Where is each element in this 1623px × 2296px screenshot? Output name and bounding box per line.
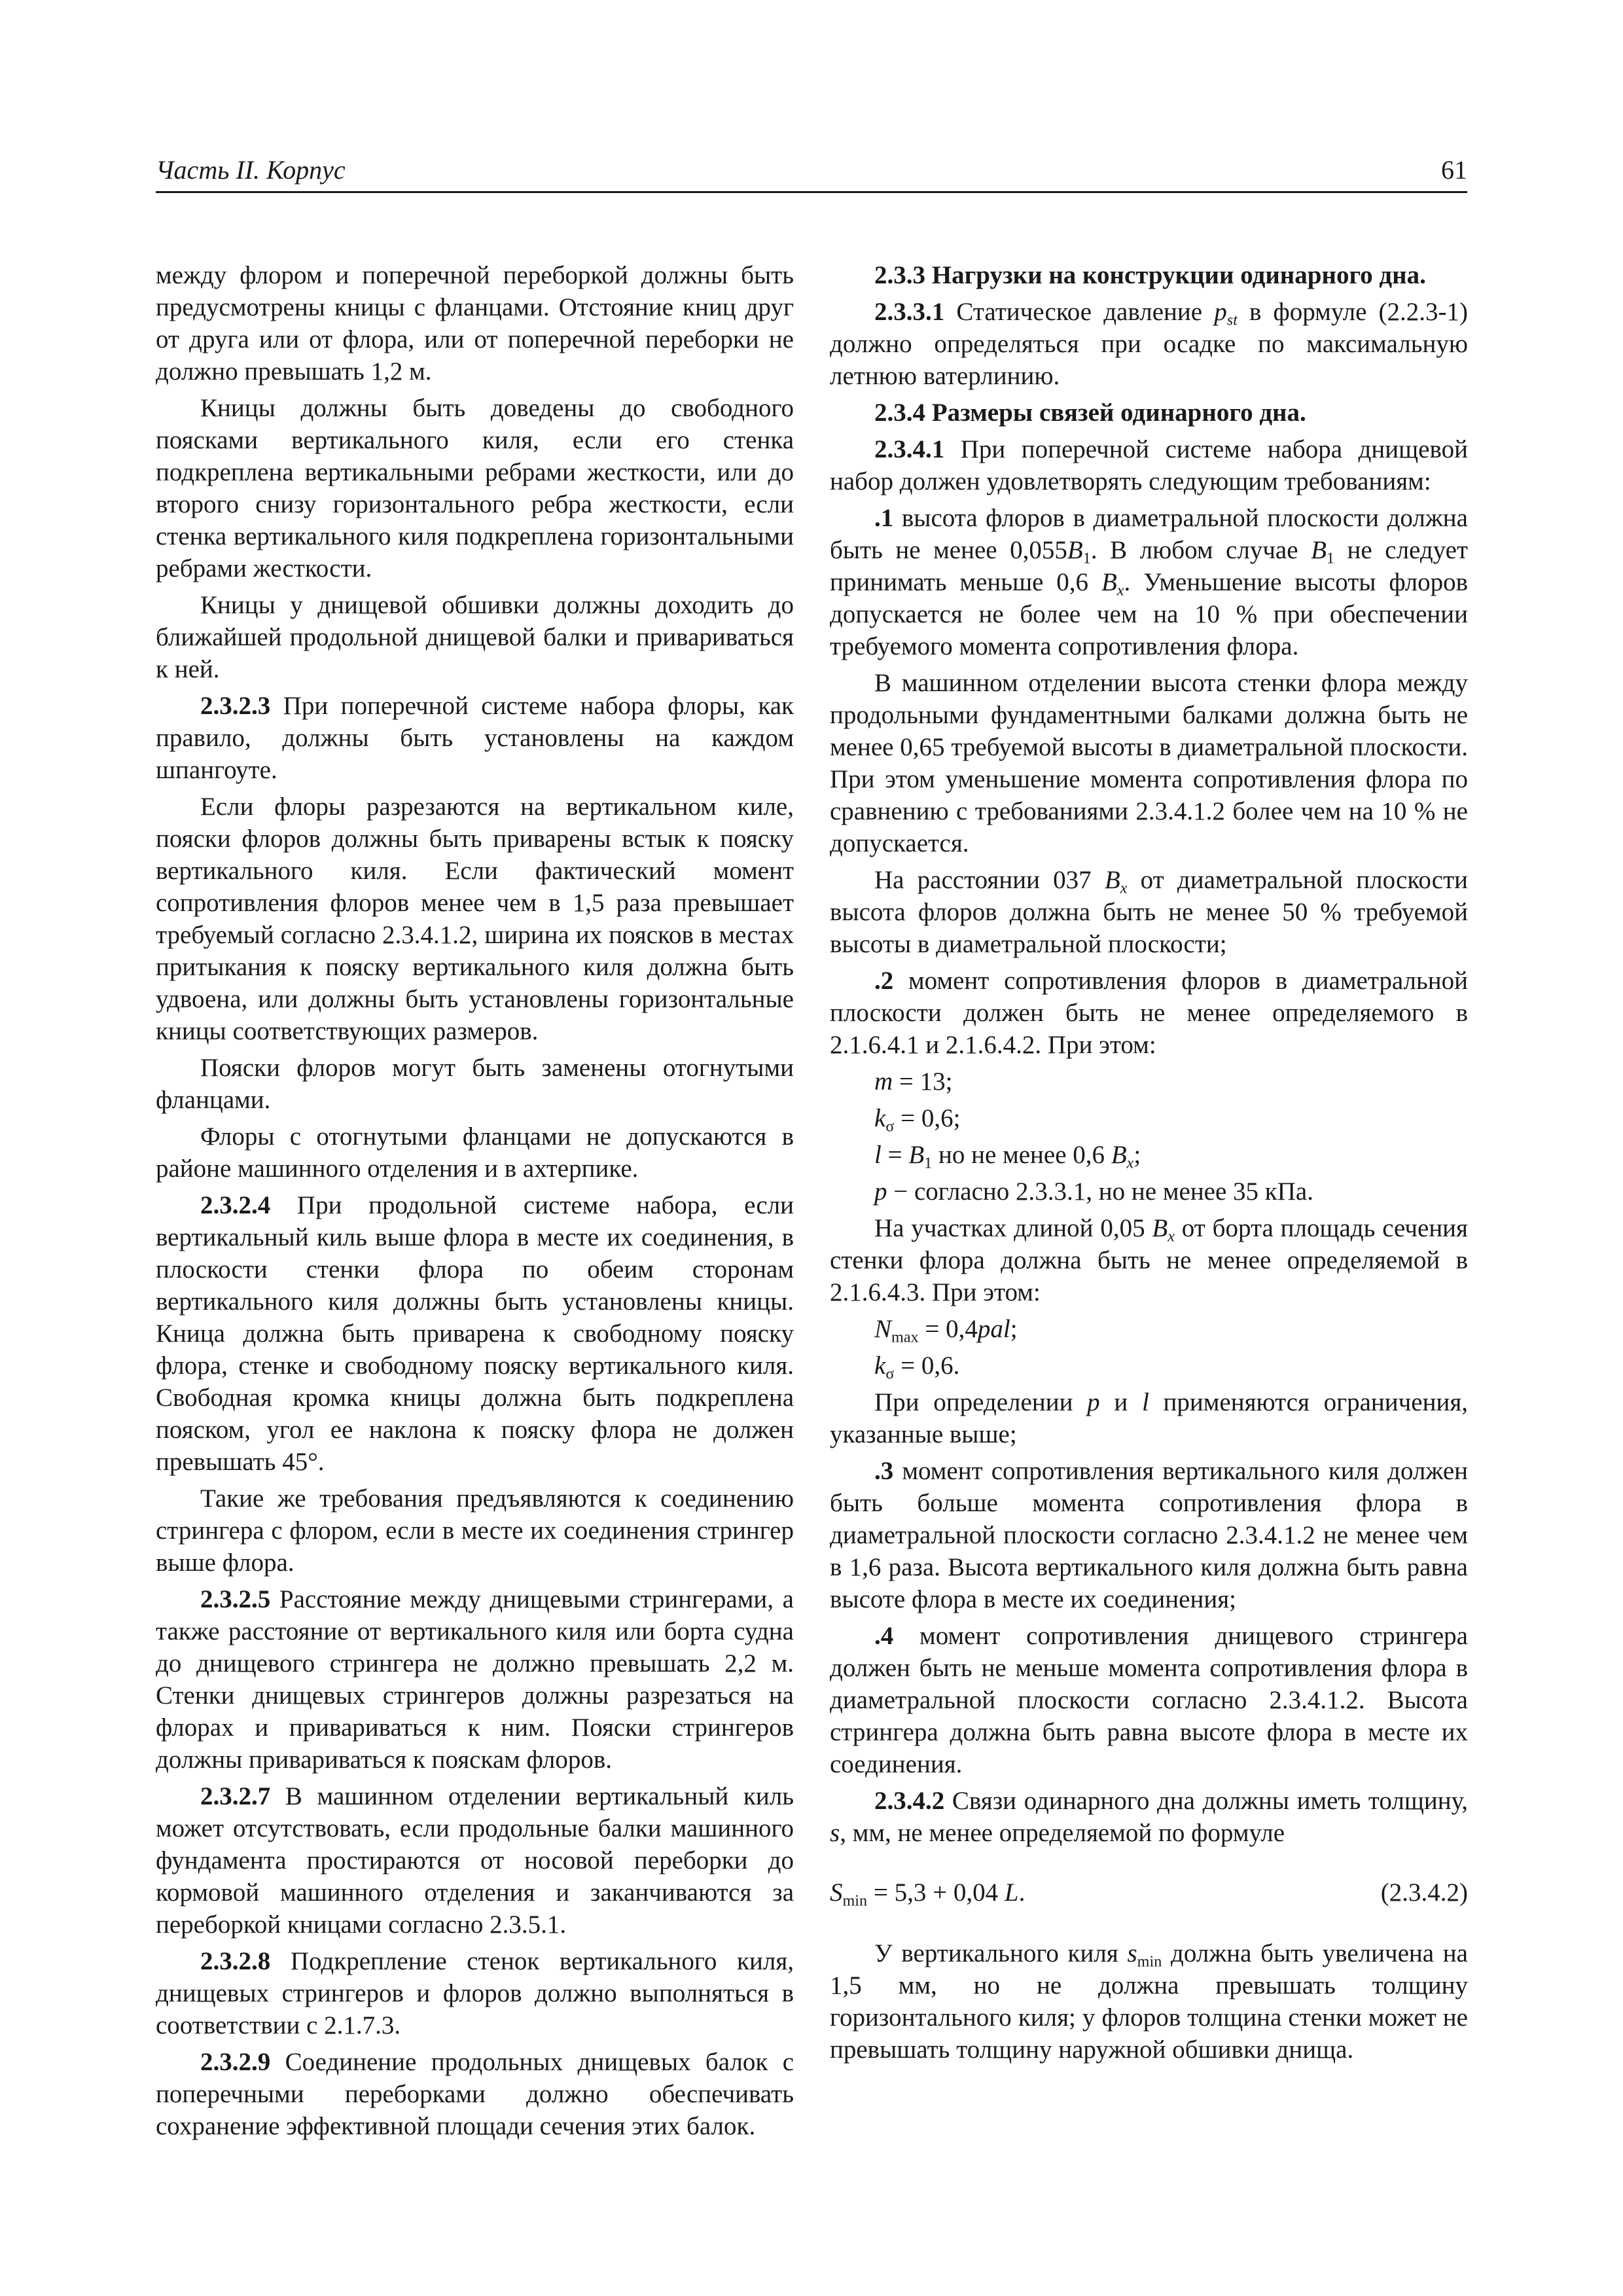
paragraph: Если флоры разрезаются на вертикальном киле, пояски флоров должны быть приварены встык к пояску вертикального киля. Если фактический момент сопротивления флоров менее чем в 1,5 раза превышает требуемый согласно 2.3.4.1.2, ширина их поясков в местах притыкания к пояску вертикального киля должна быть удвоена, или должны быть установлены горизонтальные кницы соответствующих размеров. — [156, 793, 794, 1045]
item-1: .1 высота флоров в диаметральной плоскости должна быть не менее $0,055B_1$. В любом случае $B_1$ не следует принимать меньше 0,6 $B_x$. Уменьшение высоты флоров допускается не более чем на 10 % при обеспечении требуемого момента сопротивления флора. — [830, 504, 1469, 660]
formula-k-sigma-2: $k_\sigma = 0,6$. — [874, 1352, 960, 1383]
paragraph: В машинном отделении высота стенки флора между продольными фундаментными балками должна быть не менее 0,65 требуемой высоты в диаметральной плоскости. При этом уменьшение момента сопротивления флора по сравнению с требованиями 2.3.4.1.2 более чем на 10 % не допускается. — [830, 669, 1468, 857]
equation-number: (2.3.4.2) — [1380, 1878, 1468, 1907]
running-header-title: Часть II. Корпус — [156, 155, 346, 185]
clause-2-3-2-7: 2.3.2.7 В машинном отделении вертикальный киль может отсутствовать, если продольные балки машинного фундамента простираются от носовой переборки до кормовой машинного отделения и заканчиваются за переборкой кницами согласно 2.3.5.1. — [156, 1782, 794, 1939]
formula-k-sigma: $k_\sigma = 0,6$; — [874, 1104, 961, 1136]
clause-2-3-4-1: 2.3.4.1 При поперечной системе набора днищевой набор должен удовлетворять следующим требованиям: — [830, 435, 1468, 495]
formula-m: m = 13; — [874, 1067, 953, 1096]
clause-number: 2.3.2.5 — [200, 1585, 271, 1613]
clause-number: 2.3.2.4 — [200, 1191, 271, 1219]
paragraph: Такие же требования предъявляются к соединению стрингера с флором, если в месте их соединения стрингер выше флора. — [156, 1484, 794, 1577]
paragraph: При определении p и l применяются ограничения, указанные выше; — [830, 1388, 1469, 1448]
paragraph: На расстоянии 037 $B_x$ от диаметральной плоскости высота флоров должна быть не менее 50 % требуемой высоты в диаметральной плоскости; — [830, 866, 1469, 958]
paragraph: Кницы должны быть доведены до свободного поясками вертикального киля, если его стенка подкреплена вертикальными ребрами жесткости, или до второго снизу горизонтального ребра жесткости, если стенка вертикального киля подкреплена горизонтальными ребрами жесткости. — [156, 394, 794, 583]
clause-number: 2.3.2.3 — [200, 692, 271, 720]
equation-2-3-4-2 — [830, 1876, 1468, 1909]
clause-2-3-2-4: 2.3.2.4 При продольной системе набора, если вертикальный киль выше флора в месте их соединения, в плоскости стенки флора по обеим сторонам вертикального киля должны быть установлены кницы. Кница должна быть приварена к свободному пояску флора, стенке и свободному пояску вертикального киля. Свободная кромка кницы должна быть подкреплена пояском, угол ее наклона к пояску флора не должен превышать 45°. — [156, 1191, 794, 1476]
section-heading-2-3-4: 2.3.4 Размеры связей одинарного дна. — [874, 399, 1306, 427]
formula-p: p − согласно 2.3.3.1, но не менее 35 кПа. — [874, 1177, 1313, 1206]
clause-2-3-3-1: 2.3.3.1 Статическое давление $p_{st}$ в формуле (2.2.3-1) должно определяться при осадке по максимальную летнюю ватерлинию. — [830, 298, 1468, 390]
item-2: .2 момент сопротивления флоров в диаметральной плоскости должен быть не менее определяемого в 2.1.6.4.1 и 2.1.6.4.2. При этом: — [830, 967, 1469, 1059]
equation-body: $S_{min} = 5,3 + 0,04$ L. — [830, 1878, 1026, 1910]
formula-n-max: $N_{max} = 0,4pal$; — [874, 1315, 1018, 1346]
paragraph: Пояски флоров могут быть заменены отогнутыми фланцами. — [156, 1054, 794, 1114]
item-3: .3 момент сопротивления вертикального киля должен быть больше момента сопротивления флора в диаметральной плоскости согласно 2.3.4.1.2 не менее чем в 1,6 раза. Высота вертикального киля должна быть равна высоте флора в месте их соединения; — [830, 1457, 1468, 1613]
formula-l: $l = B_1$ но не менее 0,6 $B_x$; — [874, 1141, 1141, 1172]
paragraph: Флоры с отогнутыми фланцами не допускаются в районе машинного отделения и в ахтерпике. — [156, 1122, 794, 1183]
clause-number: 2.3.2.8 — [200, 1947, 271, 1975]
clause-2-3-4-2: 2.3.4.2 Связи одинарного дна должны иметь толщину, s, мм, не менее определяемой по формуле — [830, 1787, 1468, 1847]
clause-number: 2.3.2.7 — [200, 1782, 271, 1810]
item-4: .4 момент сопротивления днищевого стрингера должен быть не меньше момента сопротивления флора в диаметральной плоскости согласно 2.3.4.1.2. Высота стрингера должна быть равна высоте флора в месте их соединения. — [830, 1622, 1468, 1778]
section-heading-2-3-3: 2.3.3 Нагрузки на конструкции одинарного дна. — [874, 261, 1426, 289]
clause-2-3-2-5: 2.3.2.5 Расстояние между днищевыми стрингерами, а также расстояние от вертикального киля или борта судна до днищевого стрингера не должно превышать 2,2 м. Стенки днищевых стрингеров должны разрезаться на флорах и привариваться к ним. Пояски стрингеров должны привариваться к пояскам флоров. — [156, 1585, 794, 1774]
left-column — [156, 259, 794, 2147]
clause-2-3-2-3: 2.3.2.3 При поперечной системе набора флоры, как правило, должны быть установлены на каждом шпангоуте. — [156, 692, 794, 784]
header-rule — [156, 191, 1467, 193]
paragraph: У вертикального киля $s_{min}$ должна быть увеличена на 1,5 мм, но не должна превышать толщину горизонтального киля; у флоров толщина стенки может не превышать толщину наружной обшивки днища. — [830, 1939, 1468, 2064]
paragraph: На участках длиной 0,05 $B_x$ от борта площадь сечения стенки флора должна быть не менее определяемой в 2.1.6.4.3. При этом: — [830, 1214, 1468, 1306]
paragraph: Кницы у днищевой обшивки должны доходить до ближайшей продольной днищевой балки и привариваться к ней. — [156, 591, 794, 683]
right-column — [830, 259, 1468, 2070]
clause-2-3-2-9: 2.3.2.9 Соединение продольных днищевых балок с поперечными переборками должно обеспечивать сохранение эффективной площади сечения этих балок. — [156, 2048, 794, 2140]
paragraph: между флором и поперечной переборкой должны быть предусмотрены кницы с фланцами. Отстояние книц друг от друга или от флора, или от поперечной переборки не должно превышать 1,2 м. — [156, 261, 794, 386]
clause-2-3-2-8: 2.3.2.8 Подкрепление стенок вертикального киля, днищевых стрингеров и флоров должно выполняться в соответствии с 2.1.7.3. — [156, 1947, 794, 2039]
clause-number: 2.3.2.9 — [200, 2048, 271, 2076]
page-number: 61 — [1441, 155, 1467, 185]
